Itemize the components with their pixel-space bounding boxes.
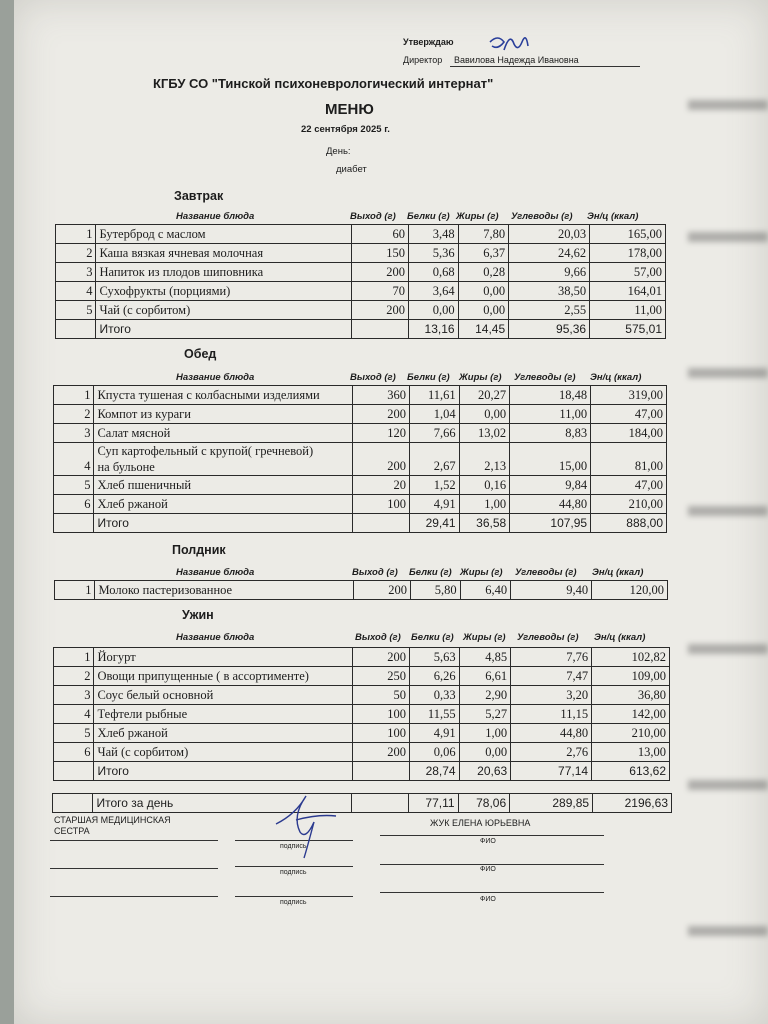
bleed-through	[688, 368, 768, 378]
col-energy: Эн/ц (ккал)	[592, 567, 644, 578]
director-label: Директор	[403, 55, 443, 65]
col-protein: Белки (г)	[407, 372, 450, 383]
table-lunch	[53, 385, 667, 533]
nurse-name: ЖУК ЕЛЕНА ЮРЬЕВНА	[430, 818, 531, 828]
col-carbs: Углеводы (г)	[517, 632, 579, 643]
director-name: Вавилова Надежда Ивановна	[454, 55, 579, 65]
table-day-total	[52, 793, 672, 813]
col-carbs: Углеводы (г)	[515, 567, 577, 578]
table-row: 4 Суп картофельный с крупой( гречневой) на бульоне 200 2,67 2,13 15,00 81,00	[54, 443, 667, 476]
table-row: 1 Кпуста тушеная с колбасными изделиями 360 11,61 20,27 18,48 319,00	[54, 386, 667, 405]
sign-caption: подпись	[280, 843, 307, 850]
fio-caption: ФИО	[480, 866, 496, 873]
section-title-breakfast: Завтрак	[174, 189, 224, 203]
fio-caption: ФИО	[480, 896, 496, 903]
director-signature	[484, 30, 544, 56]
col-fat: Жиры (г)	[459, 372, 502, 383]
col-energy: Эн/ц (ккал)	[594, 632, 646, 643]
table-row: 3 Соус белый основной 50 0,33 2,90 3,20 36,80	[54, 686, 670, 705]
table-row: 1 Бутерброд с маслом 60 3,48 7,80 20,03 165,00	[56, 225, 666, 244]
col-name: Название блюда	[176, 567, 255, 578]
table-dinner	[53, 647, 670, 781]
table-row: 1 Молоко пастеризованное 200 5,80 6,40 9,40 120,00	[55, 581, 668, 600]
table-row: 6 Чай (с сорбитом) 200 0,06 0,00 2,76 13,00	[54, 743, 670, 762]
fio-line	[380, 864, 604, 865]
section-title-snack: Полдник	[172, 543, 226, 557]
bleed-through	[688, 780, 768, 790]
col-out: Выход (г)	[355, 632, 401, 643]
day-label: День:	[326, 146, 351, 157]
sign-caption: подпись	[280, 899, 307, 906]
total-row: Итого 29,41 36,58 107,95 888,00	[54, 514, 667, 533]
col-protein: Белки (г)	[411, 632, 454, 643]
col-fat: Жиры (г)	[456, 211, 499, 222]
table-row: 2 Каша вязкая ячневая молочная 150 5,36 6,37 24,62 178,00	[56, 244, 666, 263]
signature-line	[235, 866, 353, 867]
col-out: Выход (г)	[350, 372, 396, 383]
table-row: 5 Чай (с сорбитом) 200 0,00 0,00 2,55 11,00	[56, 301, 666, 320]
col-carbs: Углеводы (г)	[514, 372, 576, 383]
page-title: МЕНЮ	[325, 101, 374, 118]
total-row: Итого 13,16 14,45 95,36 575,01	[56, 320, 666, 339]
col-protein: Белки (г)	[407, 211, 450, 222]
table-row: 3 Напиток из плодов шиповника 200 0,68 0,28 9,66 57,00	[56, 263, 666, 282]
col-fat: Жиры (г)	[463, 632, 506, 643]
section-title-dinner: Ужин	[182, 608, 214, 622]
col-energy: Эн/ц (ккал)	[587, 211, 639, 222]
signature-line	[50, 868, 218, 869]
col-name: Название блюда	[176, 632, 255, 643]
table-snack	[54, 580, 668, 600]
bleed-through	[688, 232, 768, 242]
approve-label: Утверждаю	[403, 37, 454, 47]
col-carbs: Углеводы (г)	[511, 211, 573, 222]
table-breakfast	[55, 224, 666, 339]
nurse-title: СТАРШАЯ МЕДИЦИНСКАЯ СЕСТРА	[54, 815, 171, 836]
col-name: Название блюда	[176, 211, 255, 222]
section-title-lunch: Обед	[184, 347, 217, 361]
table-row: 2 Компот из кураги 200 1,04 0,00 11,00 47,00	[54, 405, 667, 424]
table-row: 3 Салат мясной 120 7,66 13,02 8,83 184,00	[54, 424, 667, 443]
table-row: 5 Хлеб ржаной 100 4,91 1,00 44,80 210,00	[54, 724, 670, 743]
fio-line	[380, 892, 604, 893]
fio-line	[380, 835, 604, 836]
col-out: Выход (г)	[352, 567, 398, 578]
signature-line	[50, 840, 218, 841]
day-total-row: Итого за день 77,11 78,06 289,85 2196,63	[53, 794, 672, 813]
table-row: 5 Хлеб пшеничный 20 1,52 0,16 9,84 47,00	[54, 476, 667, 495]
col-protein: Белки (г)	[409, 567, 452, 578]
bleed-through	[688, 506, 768, 516]
col-name: Название блюда	[176, 372, 255, 383]
table-row: 2 Овощи припущенные ( в ассортименте) 250 6,26 6,61 7,47 109,00	[54, 667, 670, 686]
table-row: 4 Сухофрукты (порциями) 70 3,64 0,00 38,50 164,01	[56, 282, 666, 301]
bleed-through	[688, 926, 768, 936]
col-fat: Жиры (г)	[460, 567, 503, 578]
total-row: Итого 28,74 20,63 77,14 613,62	[54, 762, 670, 781]
table-row: 1 Йогурт 200 5,63 4,85 7,76 102,82	[54, 648, 670, 667]
col-energy: Эн/ц (ккал)	[590, 372, 642, 383]
signature-line	[50, 896, 218, 897]
sign-caption: подпись	[280, 869, 307, 876]
bleed-through	[688, 644, 768, 654]
director-line	[450, 66, 640, 67]
nurse-signature	[266, 782, 346, 862]
bleed-through	[688, 100, 768, 110]
menu-page	[14, 0, 768, 1024]
diet-name: диабет	[336, 164, 367, 175]
menu-date: 22 сентября 2025 г.	[301, 124, 390, 135]
table-row: 6 Хлеб ржаной 100 4,91 1,00 44,80 210,00	[54, 495, 667, 514]
fio-caption: ФИО	[480, 838, 496, 845]
table-row: 4 Тефтели рыбные 100 11,55 5,27 11,15 142,00	[54, 705, 670, 724]
col-out: Выход (г)	[350, 211, 396, 222]
signature-line	[235, 896, 353, 897]
organization-title: КГБУ СО "Тинской психоневрологический интернат"	[153, 76, 494, 91]
